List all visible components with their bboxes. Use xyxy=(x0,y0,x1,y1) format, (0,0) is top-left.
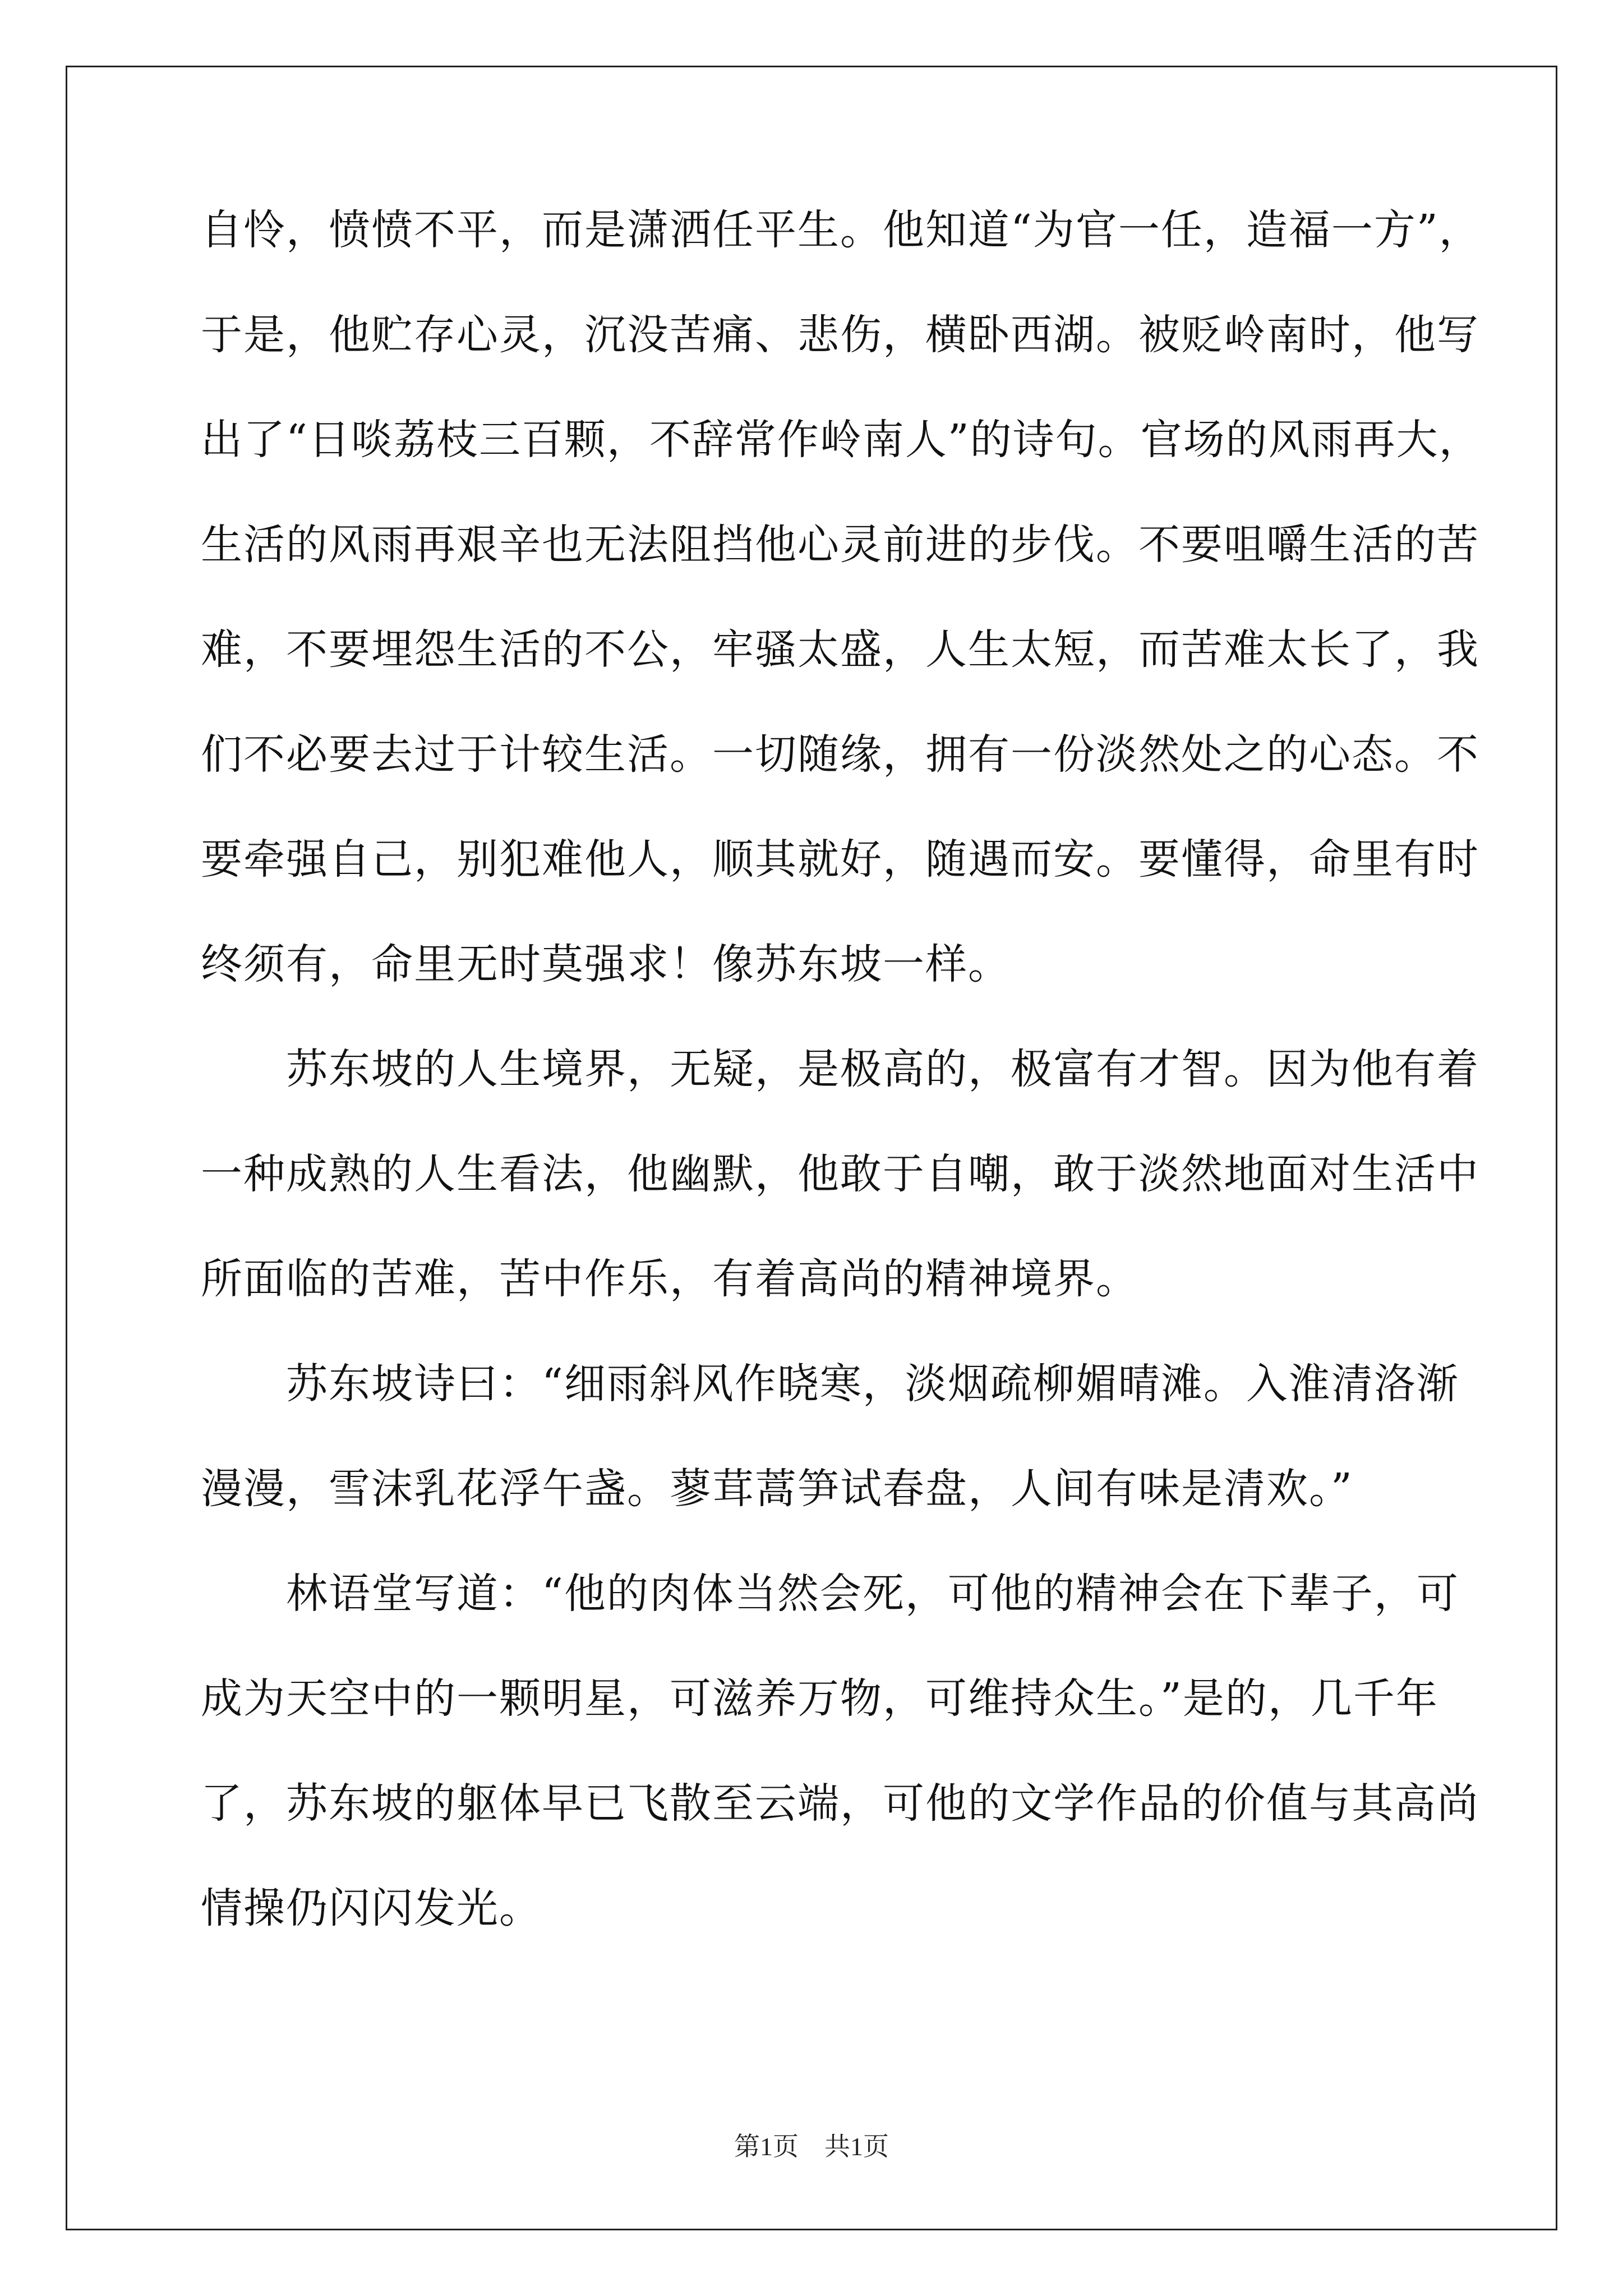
text-line: 苏东坡的人生境界，无疑，是极高的，极富有才智。因为他有着 xyxy=(201,1045,1479,1093)
text-line: 出了“日啖荔枝三百颗，不辞常作岭南人”的诗句。官场的风雨再大， xyxy=(201,416,1482,464)
text-line: 林语堂写道：“他的肉体当然会死，可他的精神会在下辈子，可 xyxy=(201,1570,1459,1618)
text-line: 成为天空中的一颗明星，可滋养万物，可维持众生。”是的，几千年 xyxy=(201,1674,1438,1723)
text-line: 一种成熟的人生看法，他幽默，他敢于自嘲，敢于淡然地面对生活中 xyxy=(201,1150,1479,1198)
text-line: 于是，他贮存心灵，沉没苦痛、悲伤，横卧西湖。被贬岭南时，他写 xyxy=(201,311,1479,359)
text-line: 们不必要去过于计较生活。一切随缘，拥有一份淡然处之的心态。不 xyxy=(201,730,1479,779)
text-line: 要牵强自己，别犯难他人，顺其就好，随遇而安。要懂得，命里有时 xyxy=(201,835,1479,884)
text-line: 所面临的苦难，苦中作乐，有着高尚的精神境界。 xyxy=(201,1255,1138,1303)
text-line: 了，苏东坡的躯体早已飞散至云端，可他的文学作品的价值与其高尚 xyxy=(201,1779,1479,1828)
text-line: 情操仍闪闪发光。 xyxy=(201,1884,542,1932)
page-footer: 第1页 共1页 xyxy=(734,2132,889,2161)
text-line: 终须有，命里无时莫强求！像苏东坡一样。 xyxy=(201,940,1011,988)
text-line: 自怜，愤愤不平，而是潇洒任平生。他知道“为官一任，造福一方”， xyxy=(201,206,1482,254)
text-line: 苏东坡诗曰：“细雨斜风作晓寒，淡烟疏柳媚晴滩。入淮清洛渐 xyxy=(201,1360,1459,1408)
text-line: 难，不要埋怨生活的不公，牢骚太盛，人生太短，而苦难太长了，我 xyxy=(201,625,1479,674)
text-line: 漫漫，雪沫乳花浮午盏。蓼茸蒿笋试春盘，人间有味是清欢。” xyxy=(201,1465,1353,1513)
text-line: 生活的风雨再艰辛也无法阻挡他心灵前进的步伐。不要咀嚼生活的苦 xyxy=(201,521,1479,569)
